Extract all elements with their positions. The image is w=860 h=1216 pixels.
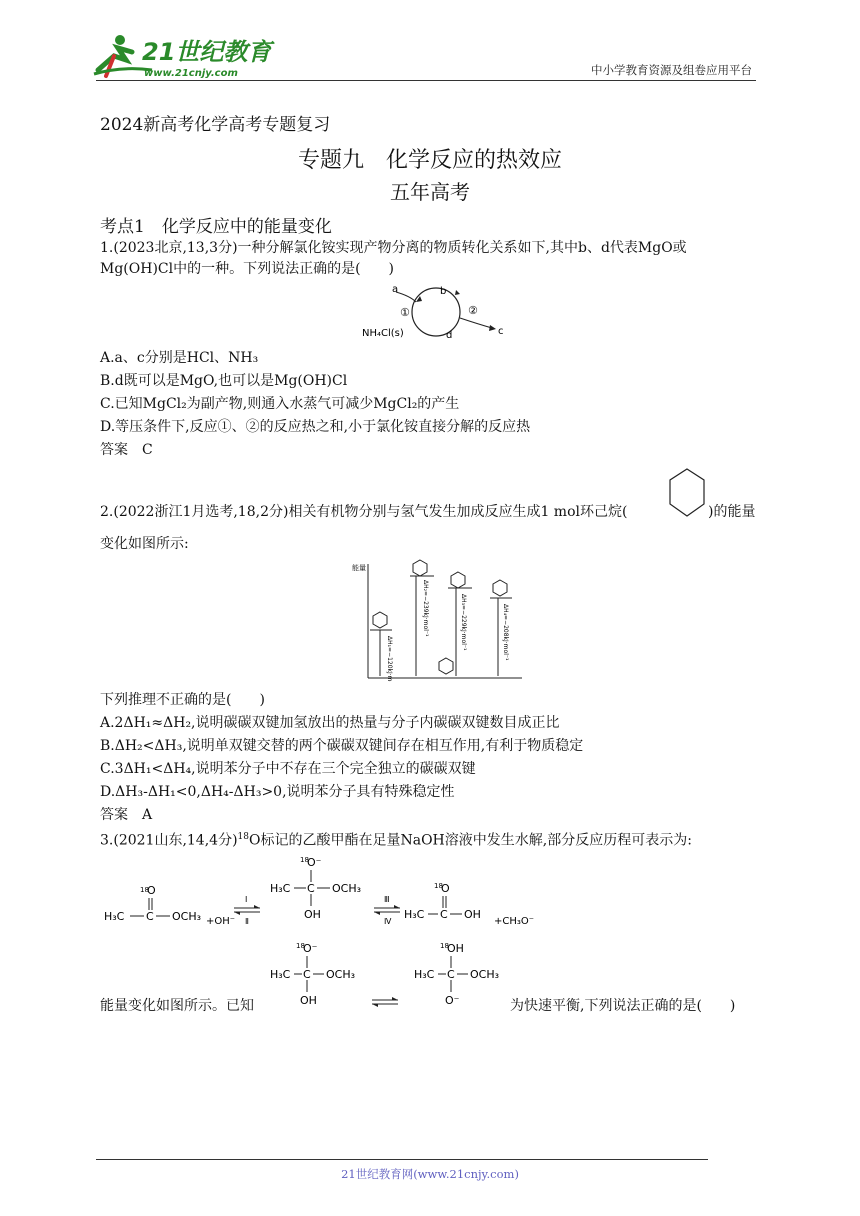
svg-text:OH: OH bbox=[447, 942, 464, 955]
svg-text:18: 18 bbox=[296, 942, 305, 950]
q1-option-a: A.a、c分别是HCl、NH₃ bbox=[100, 350, 259, 366]
q1-cycle-diagram bbox=[360, 282, 510, 348]
cyclohexane-structure bbox=[666, 466, 708, 524]
series-title: 2024新高考化学高考专题复习 bbox=[100, 115, 331, 135]
q3-tail-pre: 能量变化如图所示。已知 bbox=[100, 998, 254, 1014]
label-a: a bbox=[392, 284, 399, 295]
svg-text:OH: OH bbox=[464, 908, 481, 921]
q2-ask: 下列推理不正确的是( ) bbox=[100, 692, 265, 708]
svg-text:18: 18 bbox=[300, 856, 309, 864]
svg-text:O⁻: O⁻ bbox=[307, 856, 322, 869]
q3-scheme-row2 bbox=[268, 938, 508, 1022]
svg-text:OH: OH bbox=[300, 994, 317, 1007]
q2-stem-line2: 变化如图所示: bbox=[100, 536, 189, 552]
q1-stem-line2: Mg(OH)Cl中的一种。下列说法正确的是( ) bbox=[100, 261, 395, 277]
svg-text:Ⅲ: Ⅲ bbox=[384, 895, 390, 904]
sub-title: 五年高考 bbox=[390, 180, 470, 204]
q2-answer: 答案 A bbox=[100, 807, 153, 823]
y-label: 能量 bbox=[352, 564, 366, 572]
svg-text:H₃C: H₃C bbox=[270, 882, 291, 895]
svg-text:H₃C: H₃C bbox=[414, 968, 435, 981]
q1-stem-line1: 1.(2023北京,13,3分)一种分解氯化铵实现产物分离的物质转化关系如下,其中b、d代表MgO或 bbox=[100, 240, 687, 256]
q3-stem-pre: 3.(2021山东,14,4分) bbox=[100, 832, 238, 849]
svg-text:18: 18 bbox=[140, 886, 149, 894]
topic-title: 专题九 化学反应的热效应 bbox=[297, 148, 562, 173]
svg-text:+OH⁻: +OH⁻ bbox=[206, 916, 236, 927]
q2-option-c: C.3ΔH₁<ΔH₄,说明苯分子中不存在三个完全独立的碳碳双键 bbox=[100, 761, 476, 777]
q2-option-d: D.ΔH₃-ΔH₁<0,ΔH₄-ΔH₃>0,说明苯分子具有特殊稳定性 bbox=[100, 784, 455, 800]
logo-url: www.21cnjy.com bbox=[144, 68, 238, 79]
label-b: b bbox=[440, 286, 447, 297]
section-heading: 考点1 化学反应中的能量变化 bbox=[100, 217, 332, 237]
dh2-label: ΔH₂=−239kJ·mol⁻¹ bbox=[422, 580, 429, 637]
site-logo bbox=[92, 30, 292, 86]
svg-text:C: C bbox=[307, 882, 315, 895]
svg-text:C: C bbox=[447, 968, 455, 981]
platform-name: 中小学教育资源及组卷应用平台 bbox=[591, 63, 752, 77]
svg-text:+CH₃O⁻: +CH₃O⁻ bbox=[494, 916, 535, 927]
svg-text:OH: OH bbox=[304, 908, 321, 921]
dh1-label: ΔH₁=−120kJ·mol⁻¹ bbox=[386, 636, 393, 682]
q2-energy-diagram bbox=[350, 558, 530, 686]
svg-text:C: C bbox=[440, 908, 448, 921]
q3-stem bbox=[100, 827, 692, 851]
svg-text:18: 18 bbox=[434, 882, 443, 890]
svg-text:O: O bbox=[441, 882, 450, 895]
q2-stem-b: )的能量 bbox=[708, 504, 756, 520]
q3-tail-post: 为快速平衡,下列说法正确的是( ) bbox=[510, 998, 736, 1014]
header-divider bbox=[96, 80, 756, 81]
svg-text:C: C bbox=[146, 910, 154, 923]
svg-text:OCH₃: OCH₃ bbox=[172, 910, 202, 923]
svg-text:Ⅰ: Ⅰ bbox=[245, 895, 248, 904]
svg-text:18: 18 bbox=[440, 942, 449, 950]
q2-stem-a: 2.(2022浙江1月选考,18,2分)相关有机物分别与氢气发生加成反应生成1 mol环己烷( bbox=[100, 504, 628, 520]
svg-text:O⁻: O⁻ bbox=[445, 994, 460, 1007]
svg-text:OCH₃: OCH₃ bbox=[470, 968, 500, 981]
q2-option-b: B.ΔH₂<ΔH₃,说明单双键交替的两个碳碳双键间存在相互作用,有利于物质稳定 bbox=[100, 738, 584, 754]
svg-text:C: C bbox=[303, 968, 311, 981]
label-d: d bbox=[446, 330, 453, 341]
svg-text:Ⅳ: Ⅳ bbox=[384, 917, 392, 926]
svg-text:OCH₃: OCH₃ bbox=[326, 968, 356, 981]
footer-divider bbox=[96, 1159, 708, 1160]
svg-text:Ⅱ: Ⅱ bbox=[245, 917, 249, 926]
q1-option-b: B.d既可以是MgO,也可以是Mg(OH)Cl bbox=[100, 373, 348, 389]
svg-text:H₃C: H₃C bbox=[404, 908, 425, 921]
label-step2: ② bbox=[468, 304, 478, 317]
label-c: c bbox=[498, 326, 504, 337]
label-reactant: NH₄Cl(s) bbox=[362, 328, 404, 339]
q1-option-c: C.已知MgCl₂为副产物,则通入水蒸气可减少MgCl₂的产生 bbox=[100, 396, 460, 412]
footer-text[interactable]: 21世纪教育网(www.21cnjy.com) bbox=[341, 1167, 519, 1181]
q1-option-d: D.等压条件下,反应①、②的反应热之和,小于氯化铵直接分解的反应热 bbox=[100, 419, 531, 435]
svg-text:H₃C: H₃C bbox=[270, 968, 291, 981]
svg-text:OCH₃: OCH₃ bbox=[332, 882, 362, 895]
label-step1: ① bbox=[400, 306, 410, 319]
svg-text:O⁻: O⁻ bbox=[303, 942, 318, 955]
q1-answer: 答案 C bbox=[100, 442, 153, 458]
svg-text:O: O bbox=[147, 884, 156, 897]
q3-iso: 18 bbox=[237, 832, 249, 842]
q2-option-a: A.2ΔH₁≈ΔH₂,说明碳碳双键加氢放出的热量与分子内碳碳双键数目成正比 bbox=[100, 715, 560, 731]
q3-scheme-row1 bbox=[100, 852, 560, 936]
logo-text: 21世纪教育 bbox=[142, 38, 272, 66]
q3-stem-post: O标记的乙酸甲酯在足量NaOH溶液中发生水解,部分反应历程可表示为: bbox=[249, 832, 692, 849]
dh3-label: ΔH₃=−229kJ·mol⁻¹ bbox=[460, 594, 467, 651]
svg-text:H₃C: H₃C bbox=[104, 910, 125, 923]
dh4-label: ΔH₄=−208kJ·mol⁻¹ bbox=[502, 604, 509, 661]
